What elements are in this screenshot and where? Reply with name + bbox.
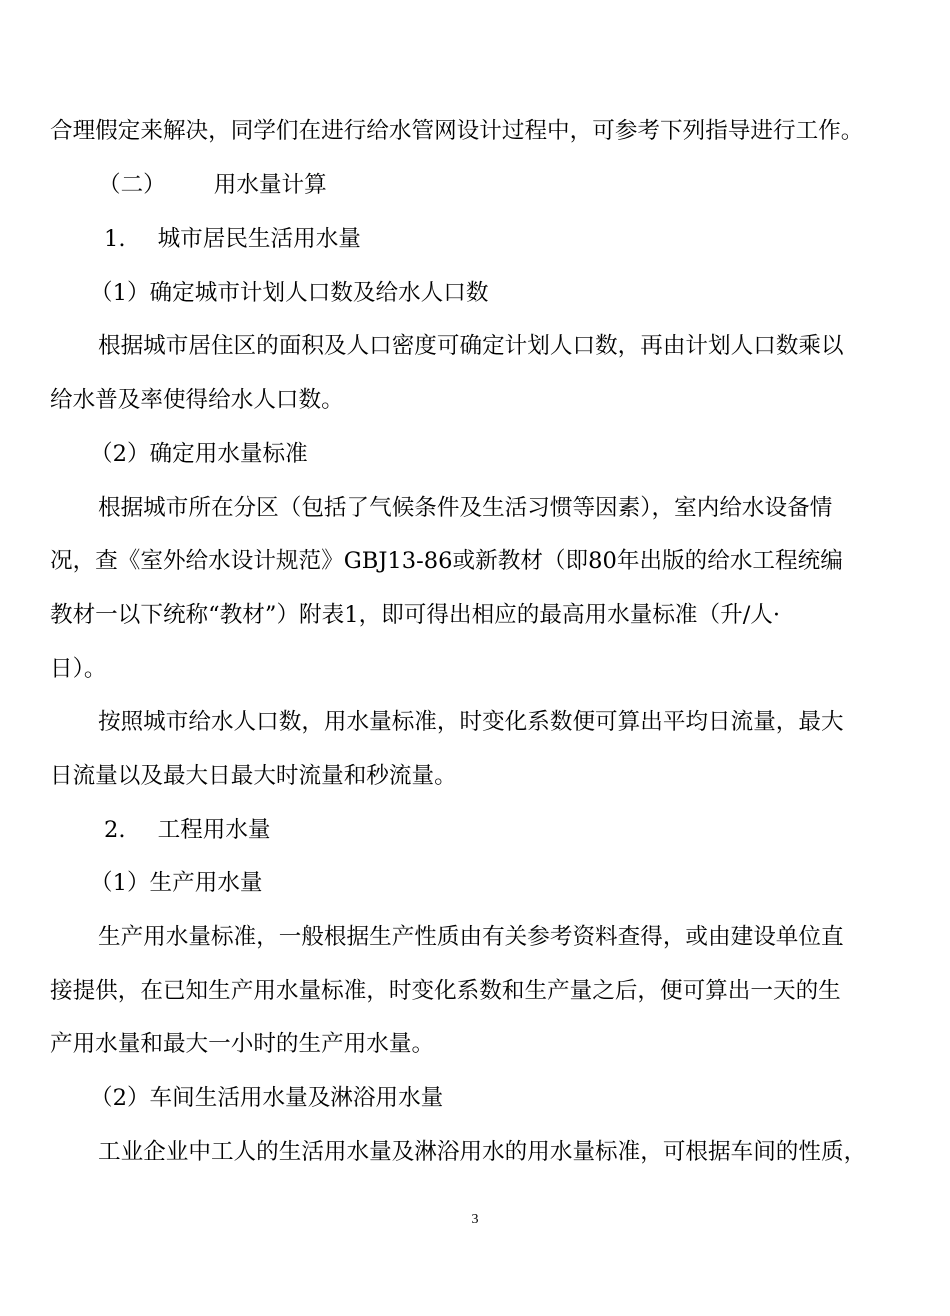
body-text-line: 根据城市居住区的面积及人口密度可确定计划人口数，再由计划人口数乘以 [98,333,844,359]
subsection-number: 1. [104,226,126,252]
body-text-line: 工业企业中工人的生活用水量及淋浴用水的用水量标准，可根据车间的性质， [98,1139,867,1165]
subsection-title: 城市居民生活用水量 [157,226,361,252]
body-text-line: 日）。 [50,656,107,682]
body-text-line: 合理假定来解决，同学们在进行给水管网设计过程中，可参考下列指导进行工作。 [50,118,864,144]
body-text-line: 教材一以下统称“教材”）附表1，即可得出相应的最高用水量标准（升/人· [50,602,781,628]
subsection-title: 工程用水量 [157,817,271,843]
body-text-line: 产用水量和最大一小时的生产用水量。 [50,1031,435,1057]
body-text-line: 给水普及率使得给水人口数。 [50,387,344,413]
item-heading: （2）确定用水量标准 [90,441,308,467]
section-number: （二） [98,172,166,198]
body-text-line: 接提供，在已知生产用水量标准，时变化系数和生产量之后，便可算出一天的生 [50,978,841,1004]
subsection-number: 2. [104,817,126,843]
body-text-line: 按照城市给水人口数，用水量标准，时变化系数便可算出平均日流量，最大 [98,709,844,735]
body-text-line: 生产用水量标准，一般根据生产性质由有关参考资料查得，或由建设单位直 [98,924,844,950]
item-heading: （2）车间生活用水量及淋浴用水量 [90,1085,444,1111]
body-text-line: 日流量以及最大日最大时流量和秒流量。 [50,763,457,789]
section-heading [98,170,327,200]
body-text-line: 根据城市所在分区（包括了气候条件及生活习惯等因素），室内给水设备情 [98,495,833,521]
subsection-heading [104,815,271,845]
subsection-heading [104,224,361,254]
item-heading: （1）确定城市计划人口数及给水人口数 [90,280,489,306]
page-number: 3 [471,1212,479,1227]
body-text-line: 况，查《室外给水设计规范》GBJ13-86或新教材（即80年出版的给水工程统编 [50,548,843,574]
item-heading: （1）生产用水量 [90,870,263,896]
section-title: 用水量计算 [213,172,327,198]
